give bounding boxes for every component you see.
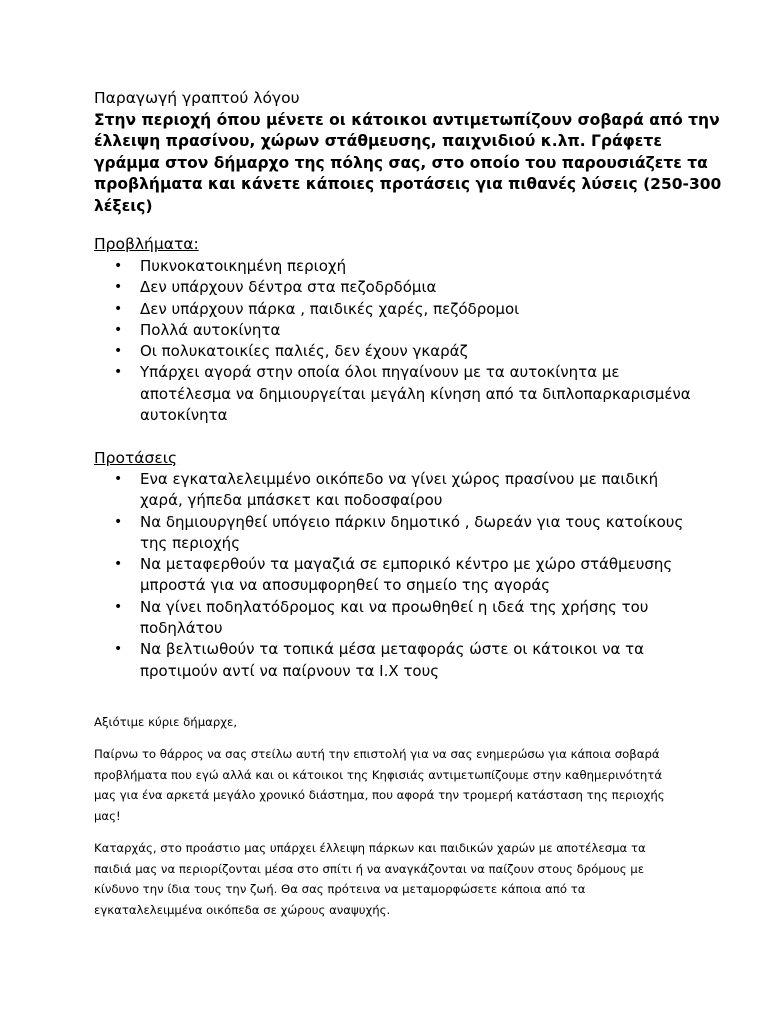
bullet-icon: • (114, 471, 123, 487)
problem-item: • Δεν υπάρχουν πάρκα , παιδικές χαρές, πεζόδρομοι (94, 299, 694, 320)
proposal-item: • Ενα εγκαταλελειμμένο οικόπεδο να γίνει χώρος πρασίνου με παιδική χαρά, γήπεδα μπάσκετ και ποδοσφαίρου (114, 470, 659, 510)
bullet-icon: • (114, 598, 123, 615)
bullet-icon: • (114, 300, 123, 317)
bullet-icon: • (114, 321, 123, 338)
problem-item: • Υπάρχει αγορά στην οποία όλοι πηγαίνουν με τα αυτοκίνητα με αποτέλεσμα να δημιουργείται μεγάλη κίνηση από τα διπλοπαρκαρισμένα αυτοκίνητα (114, 363, 691, 425)
proposal-item: • Να μεταφερθούν τα μαγαζιά σε εμπορικό κέντρο με χώρο στάθμευσης μπροστά για να αποσυμφορηθεί το σημείο της αγοράς (114, 555, 673, 595)
problem-item: • Πολλά αυτοκίνητα (94, 320, 694, 341)
assignment-heading (94, 88, 724, 218)
letter-paragraph: Καταρχάς, στο προάστιο μας υπάρχει έλλειψη πάρκων και παιδικών χαρών με αποτέλεσμα τα παιδιά μας να περιορίζονται μέσα στο σπίτι ή να αναγκάζονται να παίζουν στους δρόμους με κίνδυνο την ίδια τους την ζωή. Θα σας πρότεινα να μεταμορφώσετε κάποια από τα εγκαταλελειμμένα οικόπεδα σε χώρους αναψυχής. (94, 841, 646, 917)
bullet-icon: • (114, 343, 123, 360)
proposals-list (94, 469, 694, 682)
problem-item: • Πυκνοκατοικημένη περιοχή (94, 256, 694, 277)
problems-title: Προβλήματα: (94, 235, 199, 253)
bullet-icon: • (114, 279, 123, 296)
proposals-title: Προτάσεις (94, 449, 178, 467)
bullet-icon: • (114, 641, 123, 658)
assignment-task: Στην περιοχή όπου μένετε οι κάτοικοι αντιμετωπίζουν σοβαρά από την έλλειψη πρασίνου, χώρων στάθμευσης, παιχνιδιού κ.λπ. Γράφετε γράμμα στον δήμαρχο της πόλης σας, στο οποίο του παρουσιάζετε τα προβλήματα και κάνετε κάποιες προτάσεις για πιθανές λύσεις (250-300 λέξεις) (94, 110, 722, 215)
bullet-icon: • (114, 258, 123, 274)
assignment-title: Παραγωγή γραπτού λόγου (94, 89, 300, 107)
problems-list (94, 256, 694, 426)
proposal-item: • Να γίνει ποδηλατόδρομος και να προωθηθεί η ιδεά της χρήσης του ποδηλάτου (114, 597, 649, 638)
bullet-icon: • (114, 364, 123, 381)
bullet-icon: • (114, 513, 123, 530)
problem-item: • Δεν υπάρχουν δέντρα στα πεζοδρδόμια (94, 277, 694, 298)
letter-greeting: Αξιότιμε κύριε δήμαρχε, (94, 715, 238, 729)
proposal-item: • Να δημιουργηθεί υπόγειο πάρκιν δημοτικό , δωρεάν για τους κατοίκους της περιοχής (114, 512, 684, 552)
problem-item: • Οι πολυκατοικίες παλιές, δεν έχουν γκαράζ (94, 341, 694, 362)
proposal-item: • Να βελτιωθούν τα τοπικά μέσα μεταφοράς ώστε οι κάτοικοι να τα προτιμούν αντί να παίρνουν τα Ι.Χ τους (114, 640, 645, 680)
bullet-icon: • (114, 556, 123, 573)
letter-paragraph: Παίρνω το θάρρος να σας στείλω αυτή την επιστολή για να σας ενημερώσω για κάποια σοβαρά προβλήματα που εγώ αλλά και οι κάτοικοι της Κηφισιάς αντιμετωπίζουμε στην καθημερινότητά μας για ένα αρκετά μεγάλο χρονικό διάστημα, που αφορά την τρομερή κατάσταση της περιοχής μας! (94, 747, 665, 823)
